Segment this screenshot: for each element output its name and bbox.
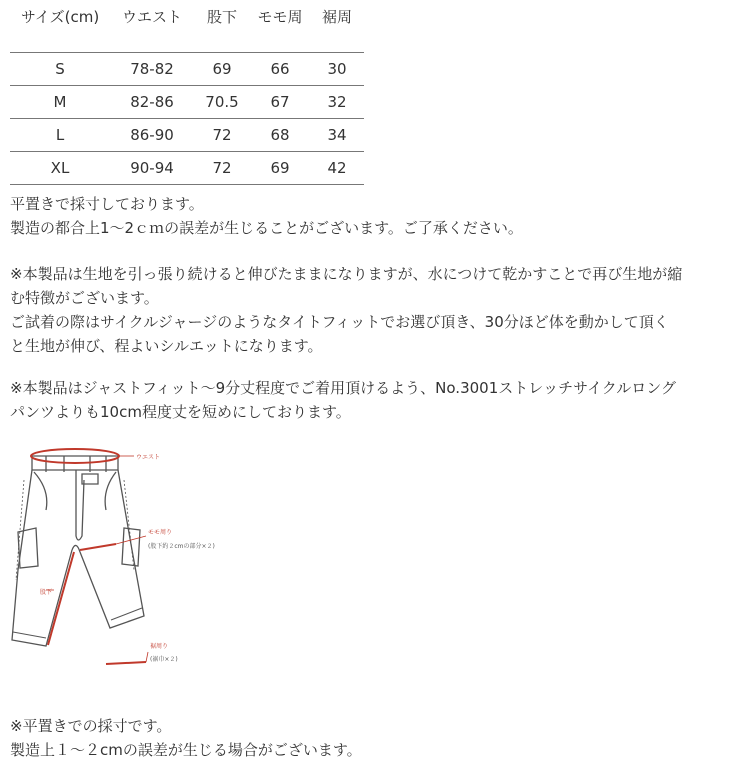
leader-lines	[46, 456, 148, 662]
inseam-guide	[48, 552, 74, 645]
note-line: ※平置きでの採寸です。	[10, 717, 172, 735]
size-table	[10, 4, 364, 185]
fit-note	[10, 376, 738, 424]
header-size: サイズ(cm)	[10, 4, 110, 52]
pants-outline	[12, 456, 144, 646]
header-waist: ウエスト	[110, 4, 194, 52]
table-row	[10, 151, 364, 184]
note-line: パンツよりも10cm程度丈を短めにしております。	[10, 403, 351, 421]
note-line: ※本製品は生地を引っ張り続けると伸びたままになりますが、水につけて乾かすことで再び生地が縮	[10, 265, 683, 283]
stretch-note	[10, 262, 738, 358]
table-cell: 42	[310, 151, 364, 184]
inseam-label: 股下	[40, 589, 53, 596]
size-table-header	[10, 4, 364, 52]
thigh-guide	[80, 544, 116, 550]
hem-note-label: (裾巾×２)	[150, 656, 178, 663]
header-hem: 裾周	[310, 4, 364, 52]
pants-measurement-diagram	[6, 440, 266, 680]
footer-note	[10, 714, 738, 762]
table-cell: 72	[194, 118, 250, 151]
table-row	[10, 85, 364, 118]
note-line: 製造の都合上1～2ｃｍの誤差が生じることがございます。ご了承ください。	[10, 219, 523, 237]
table-cell: 90-94	[110, 151, 194, 184]
note-line: む特徴がございます。	[10, 289, 159, 307]
waist-label: ウエスト	[136, 454, 161, 461]
thigh-label: モモ周り	[148, 529, 173, 536]
table-cell: 30	[310, 52, 364, 85]
table-cell: 69	[250, 151, 310, 184]
thigh-note-label: (股下約２cmの部分×２)	[148, 543, 215, 550]
table-cell: XL	[10, 151, 110, 184]
table-cell: 34	[310, 118, 364, 151]
table-cell: 67	[250, 85, 310, 118]
note-line: 平置きで採寸しております。	[10, 195, 204, 213]
table-cell: M	[10, 85, 110, 118]
table-row	[10, 118, 364, 151]
table-cell: 68	[250, 118, 310, 151]
table-cell: 70.5	[194, 85, 250, 118]
table-cell: 72	[194, 151, 250, 184]
table-cell: S	[10, 52, 110, 85]
table-row	[10, 52, 364, 85]
hem-guide	[106, 662, 146, 664]
table-cell: 69	[194, 52, 250, 85]
table-cell: 66	[250, 52, 310, 85]
table-cell: L	[10, 118, 110, 151]
note-line: と生地が伸び、程よいシルエットになります。	[10, 337, 323, 355]
note-line: ご試着の際はサイクルジャージのようなタイトフィットでお選び頂き、30分ほど体を動かして頂く	[10, 313, 669, 331]
table-cell: 82-86	[110, 85, 194, 118]
table-cell: 78-82	[110, 52, 194, 85]
measurement-guides	[31, 449, 146, 664]
hem-label: 裾周り	[150, 643, 169, 650]
note-line: 製造上１～２cmの誤差が生じる場合がございます。	[10, 741, 362, 759]
header-thigh: モモ周	[250, 4, 310, 52]
header-inseam: 股下	[194, 4, 250, 52]
table-cell: 32	[310, 85, 364, 118]
note-line: ※本製品はジャストフィット～9分丈程度でご着用頂けるよう、No.3001ストレッチサイクルロング	[10, 379, 676, 397]
measurement-note	[10, 192, 738, 240]
table-cell: 86-90	[110, 118, 194, 151]
